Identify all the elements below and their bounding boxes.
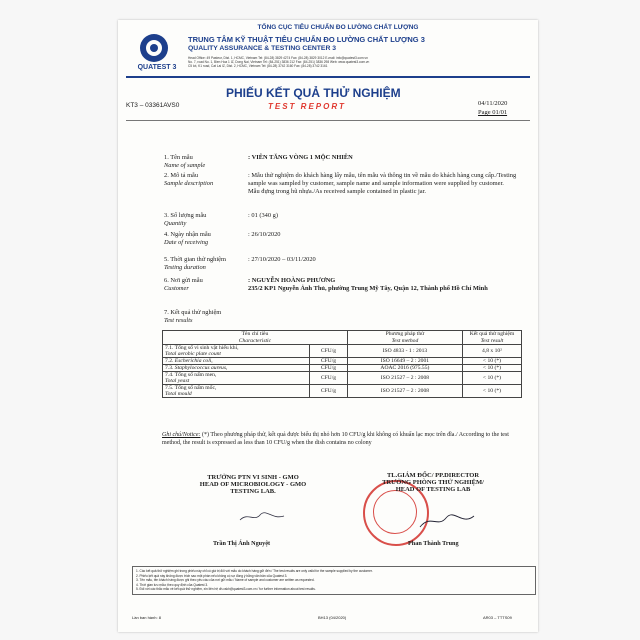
table-header-row [163,331,522,345]
table-row: 7.5. Tổng số nấm mốc, Total mould CFU/g ISO 21527 – 2 : 2008 < 10 (*) [163,385,522,398]
left-signer-name: Trần Thị Ánh Nguyệt [213,540,271,547]
results-table [162,330,522,398]
field-value-sample-name: : VIÊN TĂNG VÒNG 1 MỘC NHIÊN [248,154,353,161]
center-name-vn: TRUNG TÂM KỸ THUẬT TIÊU CHUẨN ĐO LƯỜNG CHẤT LƯỢNG 3 [188,35,425,44]
test-report-document [118,20,538,632]
contact-line: C5 lot, K1 road, Cat Lai IZ, Dist. 2, HCMC, Vietnam Tel: (84-28) 3742 3160 Fax: (84-28) 3742 3161 [188,64,328,69]
footer-form-code: BH13 (04/2020) [318,615,347,620]
field-label-sample-description: 2. Mô tả mẫu Sample description [164,172,214,187]
field-value-quantity: : 01 (340 g) [248,212,278,219]
contact-line: No. 7, road No. 1, Bien Hoa 1 IZ, Dong Nai, Vietnam Tel: (84-251) 3836 212 Fax: (84-251) 3836 298 Web: www.quatest3.com.vn [188,60,370,65]
notice-text: Ghi chú/Notice: (*) Theo phương pháp thử, kết quả được biểu thị nhỏ hơn 10 CFU/g khi không có khuẩn lạc mọc trên đĩa./ According to the test method, the result is expressed as less than 10 CFU/g when the dish contains no colony [162,432,509,446]
right-signature-mark [418,512,478,532]
logo-text: QUATEST 3 [137,64,177,71]
footer-issue: Lần ban hành: 8 [132,615,161,620]
table-row: 7.3. Staphylococcus aureus, CFU/g AOAC 2016 (975.55) < 10 (*) [163,365,522,372]
header-test-result: Kết quả thử nghiệm Test result [462,331,521,345]
right-signer-name: Phan Thành Trung [408,540,459,547]
footer-notes: 1. Các kết quả thử nghiệm ghi trong phiếu này chỉ có giá trị đối với mẫu do khách hàng gửi đến / The test results are only valid for the sample supplied by the customer. 2. Phiếu kết quả này không được trích sao một phần nếu không có sự đồng ý bằng văn bản của Quatest 3. 3. Tên mẫu, tên khách hàng được ghi theo yêu cầu của nơi gửi mẫu / Name of sample and customer are written as requested. 4. Thời gian lưu mẫu: theo quy định của Quatest 3. 5. Đối với các thắc mắc về kết quả thử nghiệm, xin liên hệ dh.cskh@quatest3.com.vn / for further information about test results. [132,566,536,595]
quatest-logo [126,34,186,78]
field-label-quantity: 3. Số lượng mẫu Quantity [164,212,207,227]
footer-doc-code: AR03 – TTTS09 [483,615,512,620]
center-name-en: QUALITY ASSURANCE & TESTING CENTER 3 [188,45,337,52]
field-label-testing-duration: 5. Thời gian thử nghiệm Testing duration [164,256,226,271]
field-value-testing-duration: : 27/10/2020 – 03/11/2020 [248,256,316,263]
report-date: 04/11/2020 [478,100,508,107]
contact-line: Head Office: 49 Pasteur, Dist. 1, HCMC, Vietnam Tel: (84-28) 3829 4274 Fax: (84-28) 3829 3012 E-mail: info@quatest3.com.vn [188,56,368,60]
report-title-vn: PHIẾU KẾT QUẢ THỬ NGHIỆM [226,86,401,100]
field-value-customer: : NGUYỄN HOÀNG PHƯƠNG 235/2 KP1 Nguyễn Ảnh Thủ, phường Trung Mỹ Tây, Quận 12, Thành phố Hồ Chí Minh [248,277,488,292]
table-row: 7.2. Escherichia coli, CFU/g ISO 16649 – 2 : 2001 < 10 (*) [163,358,522,365]
field-label-customer: 6. Nơi gửi mẫu Customer [164,277,203,292]
field-label-sample-name: 1. Tên mẫu Name of sample [164,154,206,169]
header-divider [126,76,530,78]
contact-block [188,56,533,69]
field-value-sample-description: : Mẫu thử nghiệm do khách hàng lấy mẫu, tên mẫu và thông tin về mẫu do khách hàng cung cấp./Testing sample was sampled by customer, sample name and sample information were supplied by customer. Mẫu đựng trong hũ nhựa./As received sample contained in plastic jar. [248,172,517,195]
left-signature-mark [238,510,288,524]
agency-name: TỔNG CỤC TIÊU CHUẨN ĐO LƯỜNG CHẤT LƯỢNG [257,24,419,31]
table-row: 7.1. Tổng số vi sinh vật hiếu khí, Total aerobic plate count CFU/g ISO 4833 - 1 : 2013 4,8 x 10² [163,345,522,358]
title-divider [126,120,530,121]
left-signature-title: TRƯỞNG PTN VI SINH - GMO HEAD OF MICROBIOLOGY - GMO TESTING LAB. [199,474,307,495]
field-label-test-results: 7. Kết quả thử nghiệm Test results [164,309,222,324]
header-characteristic: Tên chỉ tiêu Characteristic [163,331,348,345]
field-label-date-received: 4. Ngày nhận mẫu Date of receiving [164,231,211,246]
field-value-date-received: : 26/10/2020 [248,231,281,238]
page-number: Page 01/01 [478,109,508,116]
report-title-en: TEST REPORT [268,102,346,111]
report-code: KT3 – 03361AVS0 [126,102,180,109]
right-signature-title: TL.GIÁM ĐỐC/ PP.DIRECTOR TRƯỞNG PHÒNG THỬ NGHIỆM/ HEAD OF TESTING LAB [382,472,484,493]
header-test-method: Phương pháp thử Test method [347,331,462,345]
table-row: 7.4. Tổng số nấm men, Total yeast CFU/g ISO 21527 – 2 : 2008 < 10 (*) [163,372,522,385]
